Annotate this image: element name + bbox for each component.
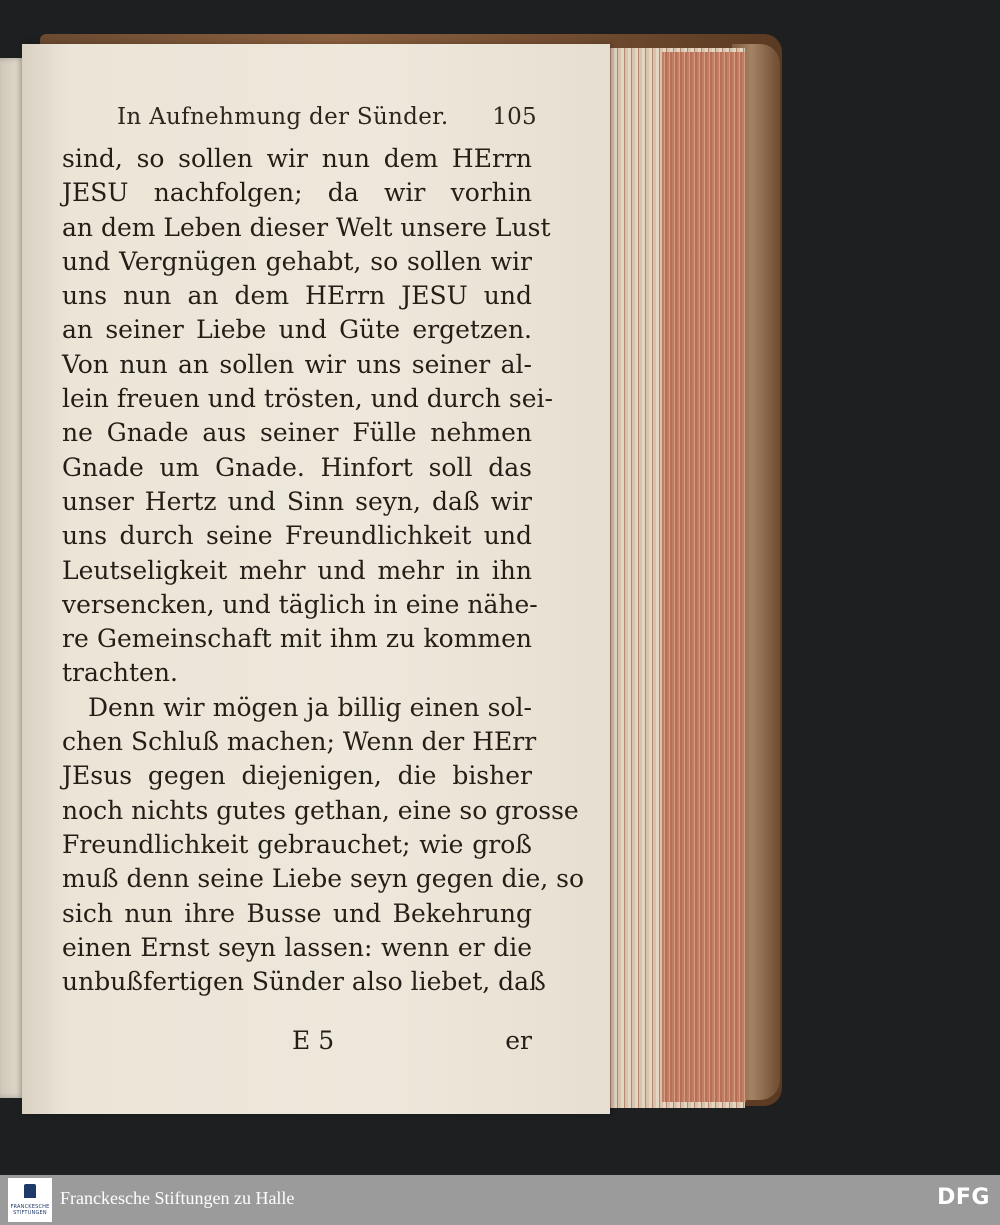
page-body-text [62, 142, 585, 999]
text-line: Leutseligkeit mehr und mehr in ihn [62, 555, 532, 585]
viewer-footer-bar [0, 1175, 1000, 1225]
text-line: unbußfertigen Sünder also liebet, daß [62, 967, 546, 997]
text-line: und Vergnügen gehabt, so sollen wir [62, 246, 532, 276]
text-line: unser Hertz und Sinn seyn, daß wir [62, 486, 532, 516]
red-stained-edges [662, 52, 746, 1102]
institution-name[interactable]: Franckesche Stiftungen zu Halle [60, 1188, 295, 1208]
text-line: versencken, und täglich in eine nähe- [62, 589, 538, 619]
text-line: trachten. [62, 658, 178, 688]
text-line: Denn wir mögen ja billig einen sol- [88, 692, 532, 722]
text-line: noch nichts gutes gethan, eine so grosse [62, 795, 579, 825]
text-line: Freundlichkeit gebrauchet; wie groß [62, 829, 532, 859]
text-line: einen Ernst seyn lassen: wenn er die [62, 932, 532, 962]
text-line: sich nun ihre Busse und Bekehrung [62, 898, 532, 928]
text-line: ne Gnade aus seiner Fülle nehmen [62, 418, 532, 448]
facing-page-edge [0, 58, 24, 1098]
text-line: sind, so sollen wir nun dem HErrn [62, 144, 532, 173]
text-line: uns nun an dem HErrn JESU und [62, 281, 532, 311]
text-line: JESU nachfolgen; da wir vorhin [62, 178, 532, 208]
text-line: JEsus gegen diejenigen, die bisher [62, 761, 532, 791]
text-line: Gnade um Gnade. Hinfort soll das [62, 452, 532, 482]
running-head [117, 104, 537, 140]
text-line: an dem Leben dieser Welt unsere Lust [62, 212, 551, 242]
book-page [22, 44, 610, 1114]
running-head-title: In Aufnehmung der Sünder. [117, 104, 449, 130]
text-line: re Gemeinschaft mit ihm zu kommen [62, 624, 532, 654]
building-icon [24, 1184, 36, 1198]
page-footer [62, 1026, 532, 1060]
text-line: Von nun an sollen wir uns seiner al- [62, 349, 532, 379]
text-line: uns durch seine Freundlichkeit und [62, 521, 532, 551]
francke-logo[interactable] [8, 1178, 52, 1222]
text-line: chen Schluß machen; Wenn der HErr [62, 727, 537, 757]
text-line: lein freuen und trösten, und durch sei- [62, 384, 553, 414]
logo-text: FRANCKESCHE STIFTUNGEN [10, 1204, 50, 1216]
signature-mark: E 5 [292, 1026, 335, 1055]
text-line: an seiner Liebe und Güte ergetzen. [62, 315, 532, 345]
page-number: 105 [492, 104, 537, 130]
dfg-logo[interactable]: DFG [937, 1185, 990, 1210]
catchword: er [505, 1026, 532, 1055]
text-line: muß denn seine Liebe seyn gegen die, so [62, 864, 585, 894]
